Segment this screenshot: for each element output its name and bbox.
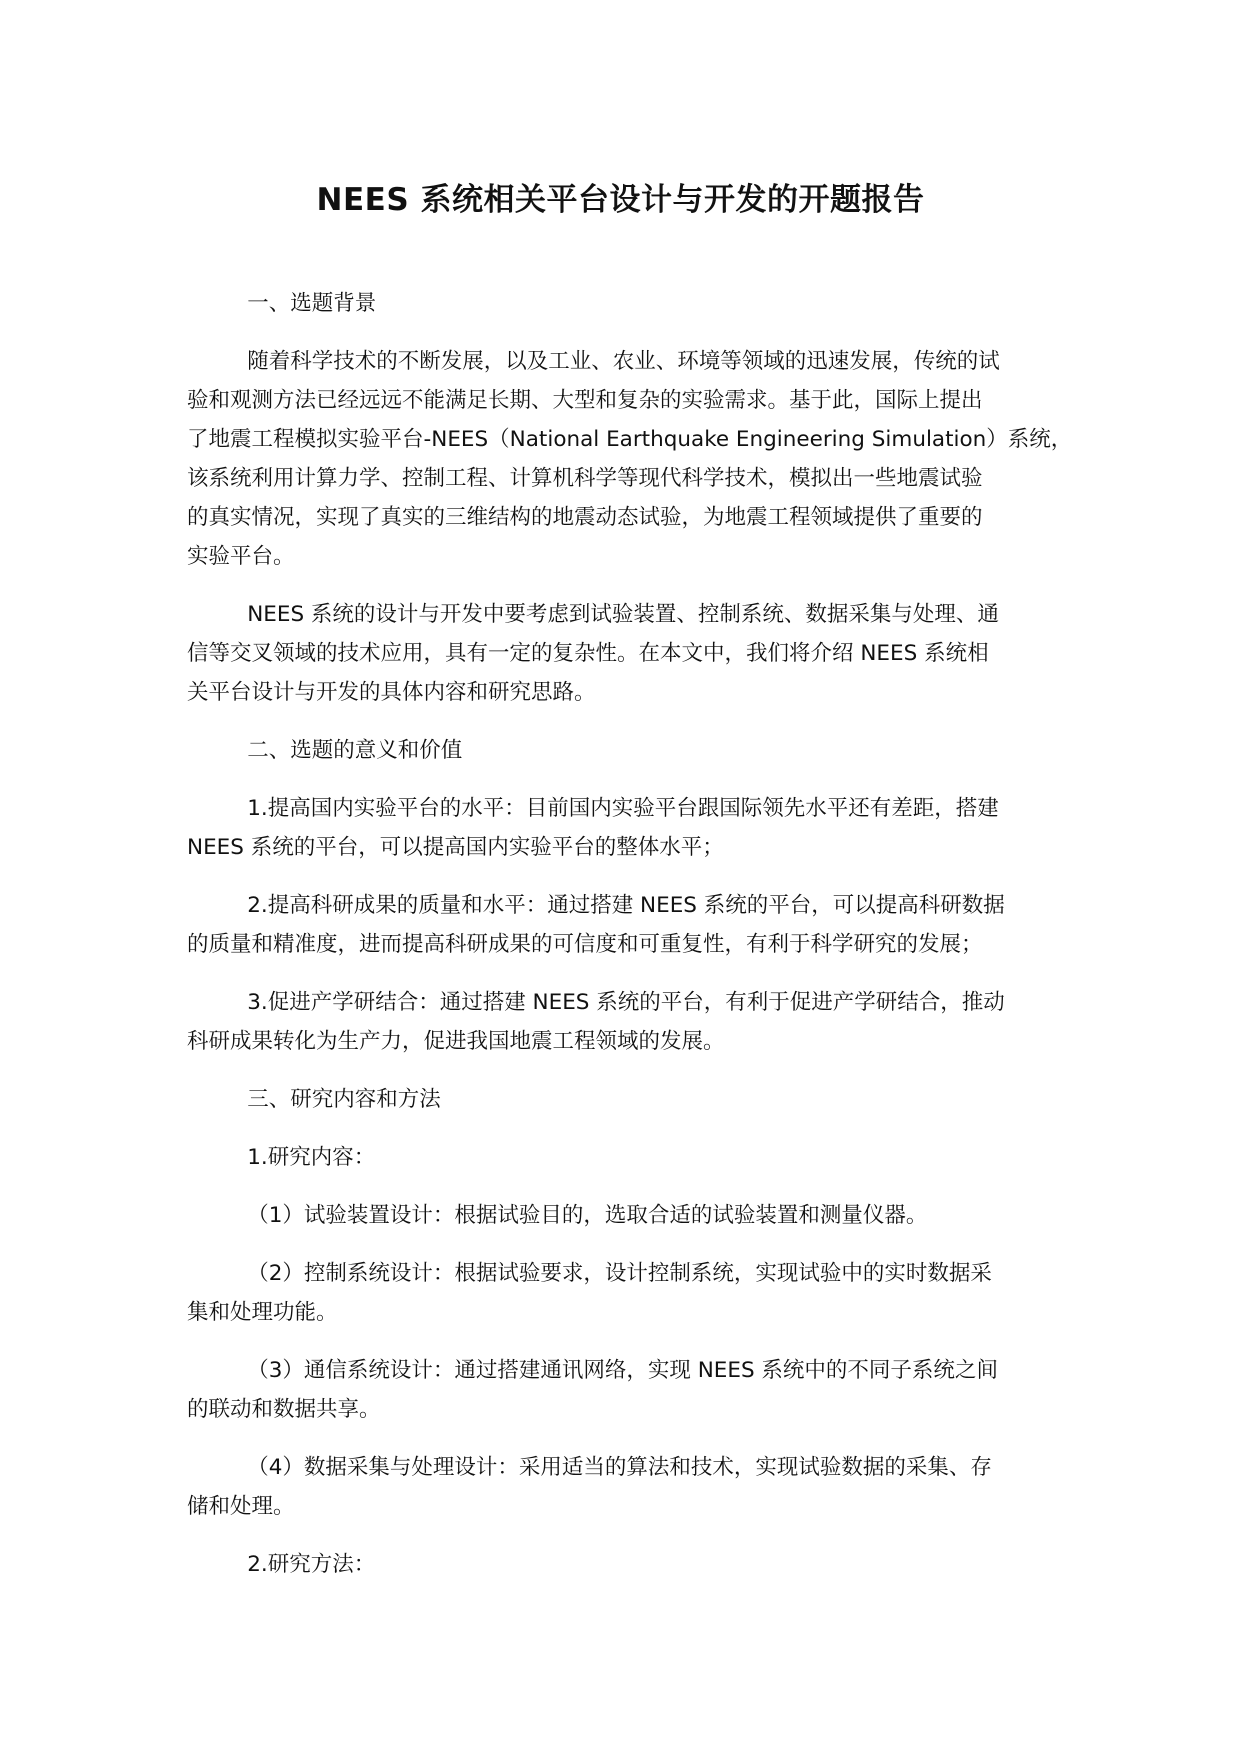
- section-heading: 三、研究内容和方法: [247, 1087, 441, 1112]
- paragraph-line: 集和处理功能。: [187, 1300, 338, 1325]
- body-paragraph: [187, 1254, 1047, 1332]
- paragraph-line: （1）试验装置设计：根据试验目的，选取合适的试验装置和测量仪器。: [247, 1203, 928, 1228]
- body-paragraph: [187, 342, 1073, 576]
- body-paragraph: [187, 1448, 1047, 1526]
- paragraph-line: （3）通信系统设计：通过搭建通讯网络，实现 NEES 系统中的不同子系统之间: [247, 1358, 998, 1383]
- paragraph-line: 1.提高国内实验平台的水平：目前国内实验平台跟国际领先水平还有差距，搭建: [247, 796, 999, 821]
- paragraph-line: 该系统利用计算力学、控制工程、计算机科学等现代科学技术，模拟出一些地震试验: [187, 466, 983, 491]
- paragraph-line: 3.促进产学研结合：通过搭建 NEES 系统的平台，有利于促进产学研结合，推动: [247, 990, 1005, 1015]
- section-heading: 2.研究方法：: [247, 1552, 376, 1577]
- body-paragraph: [187, 1196, 1047, 1235]
- paragraph-line: NEES 系统的平台，可以提高国内实验平台的整体水平；: [187, 835, 724, 860]
- body-paragraph: [187, 1351, 1047, 1429]
- body-paragraph: [187, 983, 1047, 1061]
- section-heading: 1.研究内容：: [247, 1145, 376, 1170]
- paragraph-line: 了地震工程模拟实验平台-NEES（National Earthquake Engineering Simulation）系统，: [187, 427, 1073, 452]
- body-paragraph: [187, 595, 1047, 712]
- paragraph-line: 的质量和精准度，进而提高科研成果的可信度和可重复性，有利于科学研究的发展；: [187, 932, 983, 957]
- section-heading: 二、选题的意义和价值: [247, 738, 463, 763]
- body-paragraph: [187, 886, 1047, 964]
- paragraph-line: 的真实情况，实现了真实的三维结构的地震动态试验，为地震工程领域提供了重要的: [187, 505, 983, 530]
- section-heading: 一、选题背景: [247, 291, 377, 316]
- paragraph-line: 储和处理。: [187, 1494, 295, 1519]
- paragraph-line: 信等交叉领域的技术应用，具有一定的复杂性。在本文中，我们将介绍 NEES 系统相: [187, 641, 989, 666]
- paragraph-line: （4）数据采集与处理设计：采用适当的算法和技术，实现试验数据的采集、存: [247, 1455, 992, 1480]
- paragraph-line: 科研成果转化为生产力，促进我国地震工程领域的发展。: [187, 1029, 725, 1054]
- paragraph-line: 2.提高科研成果的质量和水平：通过搭建 NEES 系统的平台，可以提高科研数据: [247, 893, 1005, 918]
- paragraph-line: 验和观测方法已经远远不能满足长期、大型和复杂的实验需求。基于此，国际上提出: [187, 388, 983, 413]
- paragraph-line: 随着科学技术的不断发展，以及工业、农业、环境等领域的迅速发展，传统的试: [247, 349, 1000, 374]
- paragraph-line: 关平台设计与开发的具体内容和研究思路。: [187, 680, 596, 705]
- paragraph-line: （2）控制系统设计：根据试验要求，设计控制系统，实现试验中的实时数据采: [247, 1261, 992, 1286]
- paragraph-line: 的联动和数据共享。: [187, 1397, 381, 1422]
- document-title: NEES 系统相关平台设计与开发的开题报告: [316, 182, 925, 218]
- body-paragraph: [187, 789, 1047, 867]
- paragraph-line: NEES 系统的设计与开发中要考虑到试验装置、控制系统、数据采集与处理、通: [247, 602, 999, 627]
- paragraph-line: 实验平台。: [187, 544, 295, 569]
- document-body: [187, 284, 1073, 1603]
